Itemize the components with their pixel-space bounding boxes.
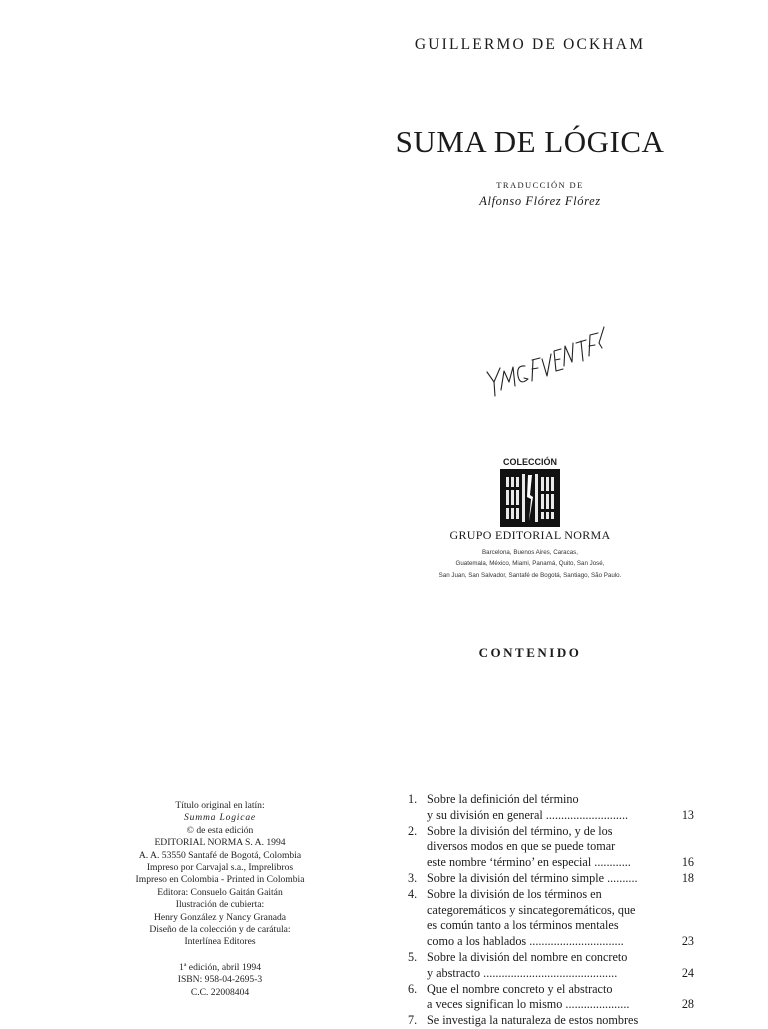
toc-entry-number: 7. bbox=[408, 1013, 418, 1028]
cara-y-cruz-logo bbox=[500, 469, 560, 532]
toc-entry-page: 13 bbox=[681, 807, 694, 822]
edition-line: 1ª edición, abril 1994 bbox=[178, 961, 262, 973]
colophon-line: EDITORIAL NORMA S. A. 1994 bbox=[154, 837, 286, 849]
toc-entry-page: 23 bbox=[681, 934, 694, 949]
isbn-line: ISBN: 958-04-2695-3 bbox=[177, 974, 263, 986]
toc-entry bbox=[408, 887, 698, 950]
table-of-contents bbox=[408, 792, 698, 1029]
cities-line: Barcelona, Buenos Aires, Caracas, bbox=[482, 549, 578, 556]
toc-entry-line: categoremáticos y sincategoremáticos, que bbox=[427, 902, 636, 917]
toc-entry-line: Sobre la definición del término bbox=[427, 792, 579, 806]
colophon-line: Interlínea Editores bbox=[184, 936, 256, 948]
colophon-line: A. A. 53550 Santafé de Bogotá, Colombia bbox=[138, 849, 302, 861]
colophon-line: Diseño de la colección y de carátula: bbox=[149, 924, 291, 936]
toc-entry-number: 5. bbox=[408, 949, 418, 964]
toc-entry-line: Se investiga la naturaleza de estos nombres bbox=[427, 1013, 639, 1028]
cc-line: C.C. 22008404 bbox=[190, 986, 250, 998]
handwritten-signature bbox=[482, 316, 612, 403]
toc-entry-line: y abstracto ............................................ bbox=[427, 965, 618, 980]
toc-entry-line: es común tanto a los términos mentales bbox=[427, 918, 619, 933]
publisher-name: GRUPO EDITORIAL NORMA bbox=[449, 528, 611, 542]
toc-entry-number: 4. bbox=[408, 886, 418, 901]
toc-entry bbox=[408, 1013, 698, 1029]
toc-entry-line: diversos modos en que se puede tomar bbox=[427, 839, 616, 854]
colophon-line: Impreso por Carvajal s.a., Imprelibros bbox=[146, 862, 294, 874]
contents-heading: CONTENIDO bbox=[478, 645, 582, 660]
translator-name: Alfonso Flórez Flórez bbox=[479, 194, 601, 208]
colophon-line: Editora: Consuelo Gaitán Gaitán bbox=[157, 886, 283, 898]
author-name: GUILLERMO DE OCKHAM bbox=[414, 36, 646, 53]
colophon bbox=[120, 800, 320, 999]
original-title: Summa Logicae bbox=[184, 812, 256, 824]
translation-label: TRADUCCIÓN DE bbox=[496, 180, 584, 190]
book-title: SUMA DE LÓGICA bbox=[395, 124, 665, 159]
toc-entry-number: 3. bbox=[408, 870, 418, 885]
cities-line: San Juan, San Salvador, Santafé de Bogotá, Santiago, São Paulo. bbox=[438, 571, 622, 579]
toc-entry-page: 24 bbox=[681, 965, 694, 980]
publisher-cities bbox=[400, 547, 660, 581]
toc-entry-line: Sobre la división del término simple .......... bbox=[427, 870, 638, 885]
original-title-label: Título original en latín: bbox=[175, 800, 265, 811]
collection-label: COLECCIÓN bbox=[503, 457, 557, 467]
colophon-line: Henry González y Nancy Granada bbox=[153, 911, 287, 923]
toc-entry-line: como a los hablados ............................... bbox=[427, 934, 624, 949]
toc-entry-line: a veces significan lo mismo ..................... bbox=[427, 997, 630, 1012]
toc-entry-number: 2. bbox=[408, 823, 418, 838]
colophon-line: Impreso en Colombia - Printed in Colombia bbox=[135, 874, 305, 886]
toc-entry-page: 16 bbox=[681, 855, 694, 870]
copyright-line: © de esta edición bbox=[186, 824, 254, 836]
toc-entry-line: y su división en general ........................... bbox=[427, 807, 629, 822]
toc-entry-page: 28 bbox=[681, 997, 694, 1012]
toc-entry-number: 6. bbox=[408, 981, 418, 996]
toc-entry bbox=[408, 792, 698, 824]
toc-entry-line: este nombre ‘término’ en especial ............ bbox=[427, 855, 631, 870]
toc-entry bbox=[408, 982, 698, 1014]
toc-entry bbox=[408, 950, 698, 982]
colophon-line: Ilustración de cubierta: bbox=[175, 899, 265, 911]
toc-entry-page: 18 bbox=[681, 870, 694, 885]
toc-entry-line: Sobre la división del término, y de los bbox=[427, 823, 613, 838]
cities-line: Guatemala, México, Miami, Panamá, Quito, San José, bbox=[455, 560, 605, 568]
toc-entry bbox=[408, 824, 698, 871]
toc-entry bbox=[408, 871, 698, 887]
toc-entry-line: Sobre la división del nombre en concreto bbox=[427, 949, 628, 964]
toc-entry-line: Que el nombre concreto y el abstracto bbox=[427, 981, 613, 996]
toc-entry-line: Sobre la división de los términos en bbox=[427, 886, 602, 901]
toc-entry-number: 1. bbox=[408, 792, 418, 806]
